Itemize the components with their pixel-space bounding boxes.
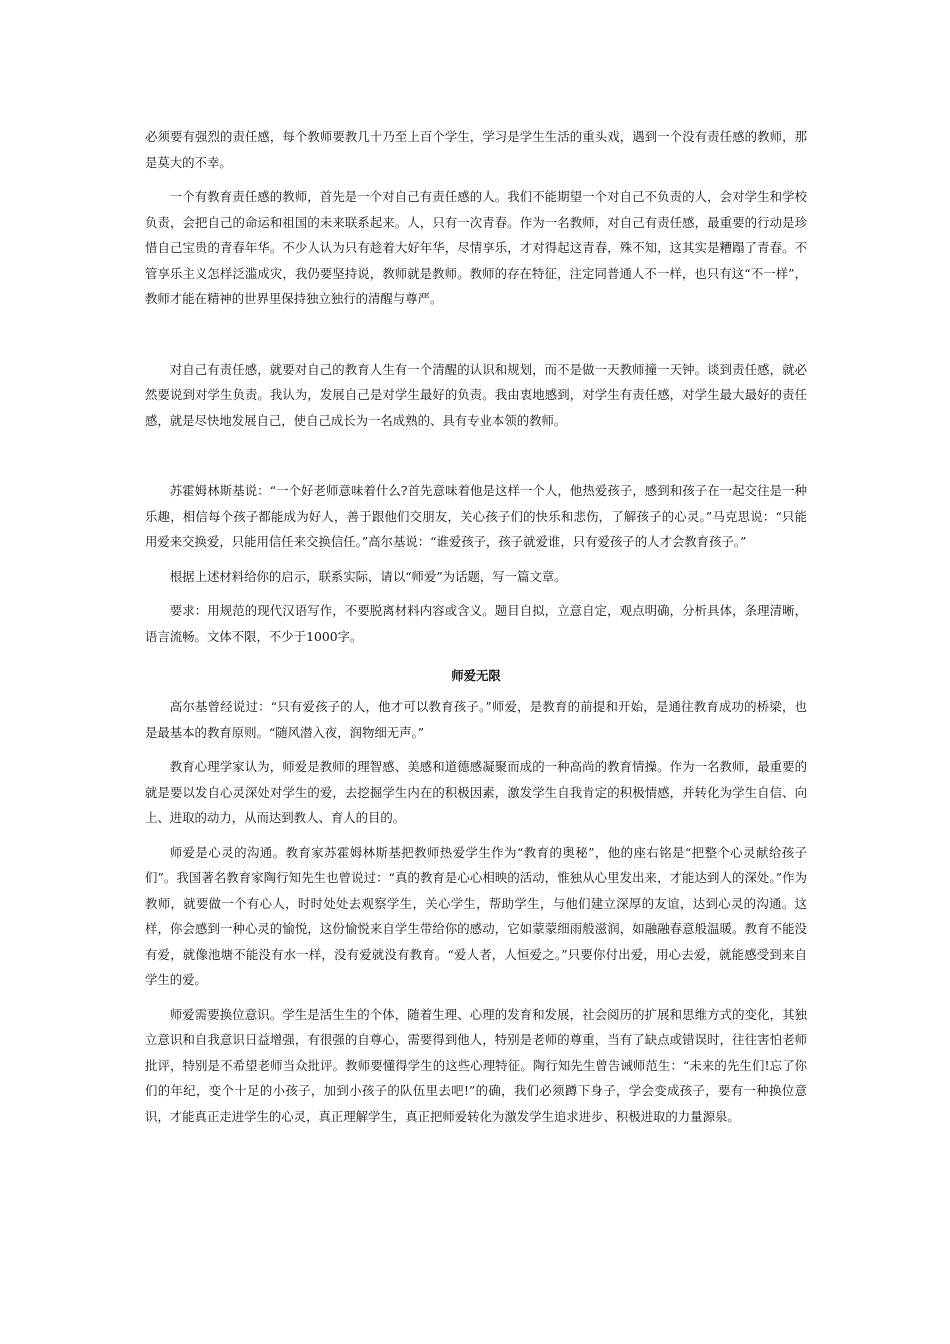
paragraph-writing-prompt: 根据上述材料给你的启示，联系实际，请以“师爱”为话题，写一篇文章。 <box>169 568 567 584</box>
paragraph-writing-requirements: 要求：用规范的现代汉语写作，不要脱离材料内容或含义。题目自拟，立意自定，观点明确，分析具体，条理清晰，语言流畅。文体不限，不少于1000字。 <box>145 603 807 644</box>
paragraph-self-responsibility: 一个有教育责任感的教师，首先是一个对自己有责任感的人。我们不能期望一个对自己不负责的人，会对学生和学校负责，会把自己的命运和祖国的未来联系起来。人，只有一次青春。作为一名教师，对自己有责任感，最重要的行动是珍惜自己宝贵的青春年华。不少人认为只有趁着大好年华，尽情享乐，才对得起这青春，殊不知，这其实是糟蹋了青春。不管享乐主义怎样泛滥成灾，我仍要坚持说，教师就是教师。教师的存在特征，注定同普通人不一样，也只有这“不一样”，教师才能在精神的世界里保持独立独行的清醒与尊严。 <box>145 189 807 306</box>
document-page <box>145 124 807 1129</box>
essay-paragraph-psychology: 教育心理学家认为，师爱是教师的理智感、美感和道德感凝聚而成的一种高尚的教育情操。作为一名教师，最重要的就是要以发自心灵深处对学生的爱，去挖掘学生内在的积极因素，激发学生自我肯定的积极情感，并转化为学生自信、向上、进取的动力，从而达到教人、育人的目的。 <box>145 759 807 825</box>
paragraph-responsibility-intro: 必须要有强烈的责任感，每个教师要教几十乃至上百个学生，学习是学生生活的重头戏，遇到一个没有责任感的教师，那是莫大的不幸。 <box>145 129 807 170</box>
paragraph-quotes-material: 苏霍姆林斯基说：“一个好老师意味着什么?首先意味着他是这样一个人，他热爱孩子，感到和孩子在一起交往是一种乐趣，相信每个孩子都能成为好人，善于跟他们交朋友，关心孩子们的快乐和悲伤，了解孩子的心灵。”马克思说：“只能用爱来交换爱，只能用信任来交换信任。”高尔基说：“谁爱孩子，孩子就爱谁，只有爱孩子的人才会教育孩子。” <box>145 483 807 549</box>
essay-title: 师爱无限 <box>451 668 501 683</box>
essay-paragraph-intro: 高尔基曾经说过：“只有爱孩子的人，他才可以教育孩子。”师爱，是教育的前提和开始，是通往教育成功的桥梁，也是最基本的教育原则。“随风潜入夜，润物细无声。” <box>145 699 807 740</box>
essay-paragraph-empathy: 师爱需要换位意识。学生是活生生的个体，随着生理、心理的发育和发展，社会阅历的扩展和思维方式的变化，其独立意识和自我意识日益增强，有很强的自尊心，需要得到他人，特别是老师的尊重，当有了缺点或错误时，往往害怕老师批评，特别是不希望老师当众批评。教师要懂得学生的这些心理特征。陶行知先生曾告诫师范生：“未来的先生们!忘了你们的年纪，变个十足的小孩子，加到小孩子的队伍里去吧!”的确，我们必须蹲下身子，学会变成孩子，要有一种换位意识，才能真正走进学生的心灵，真正理解学生，真正把师爱转化为激发学生追求进步、积极进取的力量源泉。 <box>145 1006 807 1124</box>
paragraph-self-development: 对自己有责任感，就要对自己的教育人生有一个清醒的认识和规划，而不是做一天教师撞一天钟。谈到责任感，就必然要说到对学生负责。我认为，发展自己是对学生最好的负责。我由衷地感到，对学生有责任感，对学生最大最好的责任感，就是尽快地发展自己，使自己成长为一名成熟的、具有专业本领的教师。 <box>145 361 807 428</box>
essay-paragraph-communication: 师爱是心灵的沟通。教育家苏霍姆林斯基把教师热爱学生作为“教育的奥秘”，他的座右铭是“把整个心灵献给孩子们”。我国著名教育家陶行知先生也曾说过：“真的教育是心心相映的活动，惟独从心里发出来，才能达到人的深处。”作为教师，就要做一个有心人，时时处处去观察学生，关心学生，帮助学生，与他们建立深厚的友谊，达到心灵的沟通。这样，你会感到一种心灵的愉悦，这份愉悦来自学生带给你的感动，它如蒙蒙细雨般滋润，如融融春意般温暖。教育不能没有爱，就像池塘不能没有水一样，没有爱就没有教育。“爱人者，人恒爱之。”只要你付出爱，用心去爱，就能感受到来自学生的爱。 <box>145 844 807 987</box>
